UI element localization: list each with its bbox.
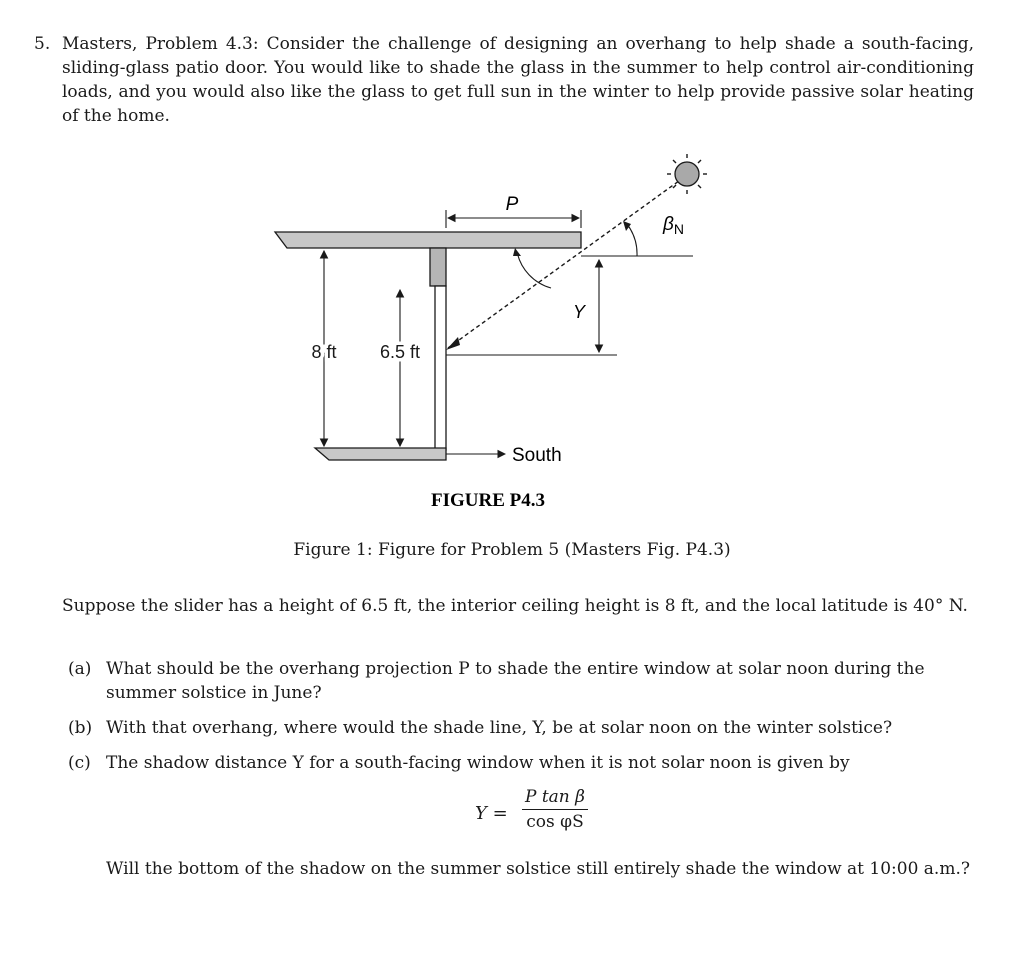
label-south: South bbox=[512, 445, 562, 466]
problem-statement bbox=[34, 32, 974, 128]
label-6-5ft: 6.5 ft bbox=[379, 342, 421, 362]
ray-arrowhead bbox=[446, 337, 460, 350]
final-question: Will the bottom of the shadow on the summer solstice still entirely shade the window at 10:00 a.m.? bbox=[106, 859, 970, 879]
question-part-c bbox=[62, 751, 974, 775]
beta-arc-arrowhead bbox=[623, 221, 631, 231]
overhang-slab bbox=[275, 232, 581, 248]
equation-lhs: Y = bbox=[475, 803, 508, 824]
window-header bbox=[430, 248, 446, 286]
part-label: (b) bbox=[68, 718, 93, 738]
given-values-paragraph: Suppose the slider has a height of 6.5 ft, the interior ceiling height is 8 ft, and the local latitude is 40° N. bbox=[62, 596, 968, 616]
question-parts bbox=[62, 657, 974, 786]
label-8ft: 8 ft bbox=[311, 342, 337, 362]
problem-number: 5. bbox=[34, 34, 51, 54]
part-text: What should be the overhang projection P to shade the entire window at solar noon during the summer solstice in June? bbox=[106, 659, 925, 703]
label-y: Y bbox=[572, 302, 585, 322]
sun-ray bbox=[448, 178, 683, 348]
equation-denominator: cos φS bbox=[526, 812, 584, 832]
glass-door bbox=[435, 286, 446, 450]
beta-angle-arc bbox=[627, 224, 637, 256]
question-part-a bbox=[62, 657, 974, 705]
question-part-b bbox=[62, 716, 974, 740]
label-beta-n: $\beta_N$ bbox=[663, 214, 684, 237]
problem-intro: Masters, Problem 4.3: Consider the challenge of designing an overhang to help shade a south-facing, sliding-glass patio door. You would like to shade the glass in the summer to help control air-conditioning loads, and you would also like the glass to get full sun in the winter to help provide passive solar heating of the home. bbox=[62, 34, 974, 126]
figure-title: FIGURE P4.3 bbox=[431, 490, 545, 511]
overhang-figure bbox=[265, 148, 725, 528]
part-text: The shadow distance Y for a south-facing window when it is not solar noon is given by bbox=[106, 753, 850, 773]
part-label: (a) bbox=[68, 659, 92, 679]
part-text: With that overhang, where would the shade line, Y, be at solar noon on the winter solstice? bbox=[106, 718, 893, 738]
overhang-diagram bbox=[265, 148, 725, 528]
sun-icon bbox=[667, 154, 707, 194]
shadow-equation bbox=[0, 787, 1024, 847]
equation-numerator: P tan β bbox=[522, 787, 588, 810]
floor-slab bbox=[315, 448, 446, 460]
label-p: P bbox=[505, 194, 519, 215]
part-label: (c) bbox=[68, 753, 91, 773]
lower-arc-arrowhead bbox=[513, 248, 521, 256]
figure-caption: Figure 1: Figure for Problem 5 (Masters Fig. P4.3) bbox=[293, 540, 731, 560]
equation-fraction bbox=[522, 787, 588, 832]
lower-angle-arc bbox=[517, 252, 551, 288]
